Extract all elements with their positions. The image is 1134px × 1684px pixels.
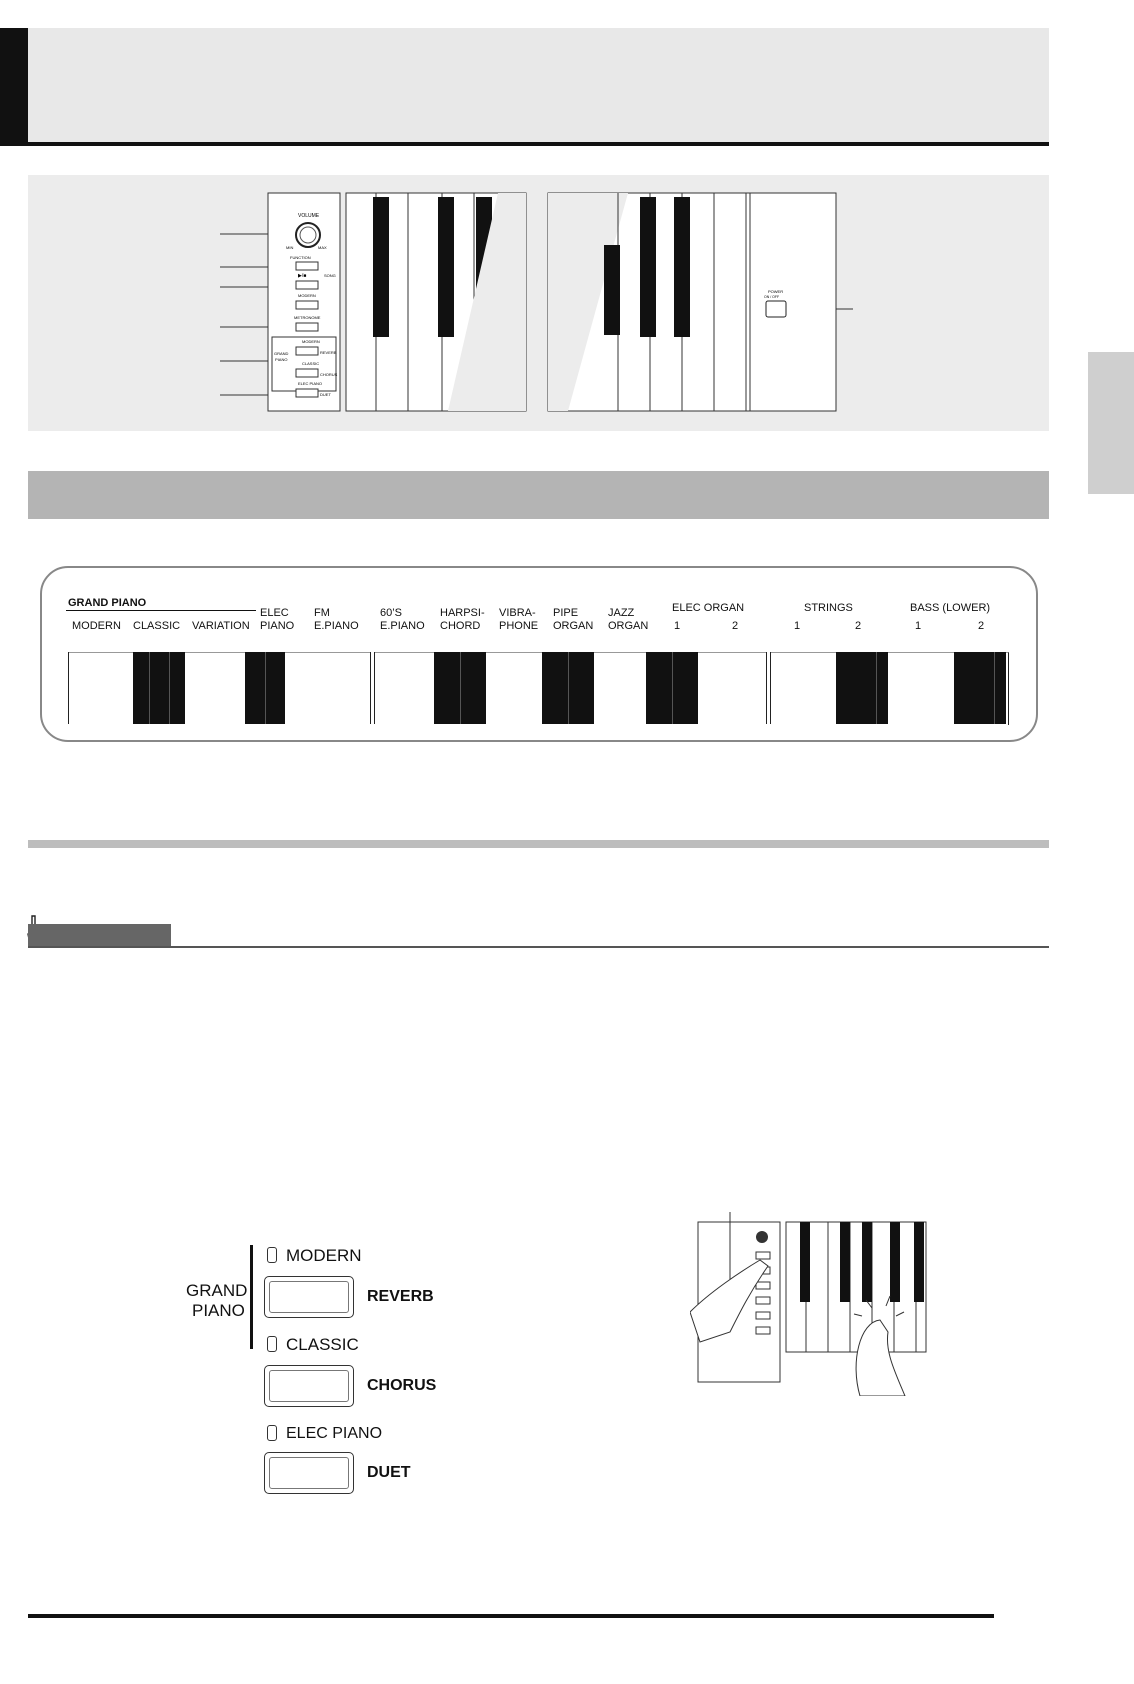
tone-label-60s-2: E.PIANO: [380, 620, 425, 632]
duet-button: [296, 389, 318, 397]
reverb-small-label: REVERB: [320, 350, 337, 355]
grand-label-1: GRAND: [186, 1281, 248, 1300]
power-label: POWER: [768, 289, 784, 294]
reverb-button: [296, 347, 318, 355]
modern-button: [296, 301, 318, 309]
function-button: [296, 262, 318, 270]
tone-label-60s-1: 60’S: [380, 607, 403, 619]
keyboard-left: [346, 193, 526, 411]
octave-divider: [766, 652, 771, 724]
black-key-pipe-organ: [542, 652, 594, 724]
tone-label-strings-1: 1: [794, 620, 801, 632]
on-off-label: ON / OFF: [764, 295, 780, 299]
tone-label-bass-2: 2: [978, 620, 985, 632]
reverb-button: [264, 1276, 354, 1318]
tone-label-modern: MODERN: [72, 620, 121, 632]
chapter-side-tab: [1088, 352, 1134, 494]
console-illustration: [28, 175, 1049, 431]
grand-piano-underline: [66, 610, 256, 611]
section-divider-band: [28, 840, 1049, 848]
duet-label: DUET: [367, 1464, 411, 1481]
chorus-button: [296, 369, 318, 377]
tone-label-vibra-2: PHONE: [499, 620, 539, 632]
grand-piano-bracket: [250, 1245, 253, 1349]
modern-label: MODERN: [286, 1246, 362, 1265]
tone-label-elec-organ-1: 1: [674, 620, 681, 632]
elec-piano-led: [267, 1425, 277, 1441]
play-stop-button: [296, 281, 318, 289]
modern-led: [267, 1247, 277, 1263]
song-label: SONG: [324, 273, 336, 278]
black-key-bass-2: [954, 652, 1006, 724]
chorus-button: [264, 1365, 354, 1407]
grand-piano-heading: GRAND PIANO: [68, 597, 147, 609]
classic-label: CLASSIC: [286, 1335, 359, 1354]
tone-label-harpsi-1: HARPSI-: [440, 607, 485, 619]
note-rule: [28, 946, 1049, 948]
tone-label-fm-1: FM: [314, 607, 330, 619]
classic-led: [267, 1336, 277, 1352]
white-key-divider: [68, 652, 69, 724]
duet-small-label: DUET: [320, 392, 331, 397]
tone-label-bass-1: 1: [915, 620, 922, 632]
black-key-strings-2: [836, 652, 888, 724]
octave-divider: [370, 652, 375, 724]
black-key-elec-piano: [245, 652, 285, 724]
tone-label-elec-2: PIANO: [260, 620, 295, 632]
title-band: [28, 28, 1049, 146]
grand-label-2: PIANO: [192, 1301, 245, 1320]
tone-label-fm-2: E.PIANO: [314, 620, 359, 632]
elec-piano-label: ELEC PIANO: [286, 1425, 383, 1442]
power-button: [766, 301, 786, 317]
modern2-small-label: MODERN: [302, 339, 320, 344]
tone-label-elec-1: ELEC: [260, 607, 289, 619]
tone-label-strings: STRINGS: [804, 602, 853, 614]
grand-small-label: GRAND: [274, 351, 289, 356]
keyboard-right: [548, 193, 836, 411]
black-key-elec-organ-1: [646, 652, 698, 724]
chorus-label: CHORUS: [367, 1377, 437, 1394]
tone-label-pipe-1: PIPE: [553, 607, 579, 619]
tone-label-elec-organ-2: 2: [732, 620, 739, 632]
tone-label-vibra-1: VIBRA-: [499, 607, 536, 619]
tone-label-bass: BASS (LOWER): [910, 602, 991, 614]
note-tab: [28, 924, 171, 948]
console-figure: [28, 175, 1049, 431]
section-heading-band: [28, 471, 1049, 519]
play-stop-label: ▶/■: [298, 273, 307, 279]
tone-label-jazz-2: ORGAN: [608, 620, 649, 632]
reverb-label: REVERB: [367, 1288, 434, 1305]
hands-playing-illustration: [690, 1212, 940, 1396]
tone-label-harpsi-2: CHORD: [440, 620, 481, 632]
metronome-button: [296, 323, 318, 331]
elec-piano-small-label: ELEC PIANO: [298, 381, 323, 386]
tone-label-jazz-1: JAZZ: [608, 607, 635, 619]
piano-small-label: PIANO: [275, 357, 288, 362]
classic-small-label: CLASSIC: [302, 361, 320, 366]
tone-label-classic: CLASSIC: [133, 620, 181, 632]
metronome-label: METRONOME: [294, 315, 321, 320]
max-label: MAX: [318, 245, 327, 250]
page-bottom-rule: [28, 1614, 994, 1618]
min-label: MIN: [286, 245, 294, 250]
black-key-harpsichord: [434, 652, 486, 724]
modern-small-label: MODERN: [298, 293, 316, 298]
duet-button: [264, 1452, 354, 1494]
tone-label-strings-2: 2: [855, 620, 862, 632]
function-label: FUNCTION: [290, 255, 311, 260]
volume-label: VOLUME: [298, 213, 320, 219]
title-accent-bar: [0, 28, 28, 146]
tone-label-elec-organ: ELEC ORGAN: [672, 602, 745, 614]
chorus-small-label: CHORUS: [320, 372, 338, 377]
black-key-classic: [133, 652, 185, 724]
tone-label-pipe-2: ORGAN: [553, 620, 594, 632]
tone-label-variation: VARIATION: [192, 620, 250, 632]
